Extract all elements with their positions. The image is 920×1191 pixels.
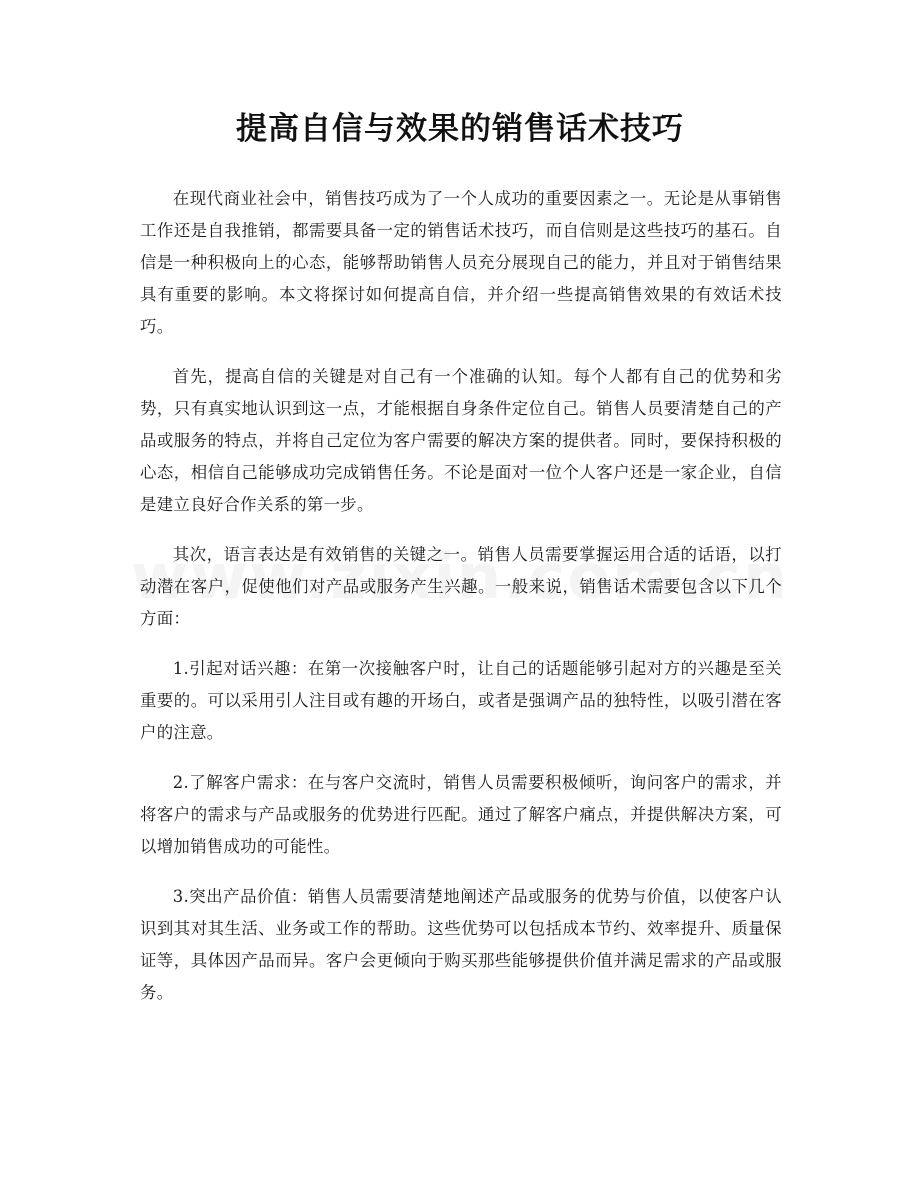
paragraph-language: 其次，语言表达是有效销售的关键之一。销售人员需要掌握运用合适的话语，以打动潜在客户，促使他们对产品或服务产生兴趣。一般来说，销售话术需要包含以下几个方面： (140, 545, 782, 628)
document-body (140, 183, 782, 1027)
paragraph-point-1: 1.引起对话兴趣：在第一次接触客户时，让自己的话题能够引起对方的兴趣是至关重要的。可以采用引人注目或有趣的开场白，或者是强调产品的独特性，以吸引潜在客户的注意。 (140, 659, 782, 742)
paragraph-intro: 在现代商业社会中，销售技巧成为了一个人成功的重要因素之一。无论是从事销售工作还是自我推销，都需要具备一定的销售话术技巧，而自信则是这些技巧的基石。自信是一种积极向上的心态，能够帮助销售人员充分展现自己的能力，并且对于销售结果具有重要的影响。本文将探讨如何提高自信，并介绍一些提高销售效果的有效话术技巧。 (140, 189, 782, 336)
page-title: 提高自信与效果的销售话术技巧 (236, 111, 684, 147)
paragraph-point-2: 2.了解客户需求：在与客户交流时，销售人员需要积极倾听，询问客户的需求，并将客户的需求与产品或服务的优势进行匹配。通过了解客户痛点，并提供解决方案，可以增加销售成功的可能性。 (140, 773, 782, 856)
paragraph-self-awareness: 首先，提高自信的关键是对自己有一个准确的认知。每个人都有自己的优势和劣势，只有真实地认识到这一点，才能根据自身条件定位自己。销售人员要清楚自己的产品或服务的特点，并将自己定位为客户需要的解决方案的提供者。同时，要保持积极的心态，相信自己能够成功完成销售任务。不论是面对一位个人客户还是一家企业，自信是建立良好合作关系的第一步。 (140, 367, 782, 514)
paragraph-point-3: 3.突出产品价值：销售人员需要清楚地阐述产品或服务的优势与价值，以使客户认识到其对其生活、业务或工作的帮助。这些优势可以包括成本节约、效率提升、质量保证等，具体因产品而异。客户会更倾向于购买那些能够提供价值并满足需求的产品或服务。 (140, 887, 782, 1002)
